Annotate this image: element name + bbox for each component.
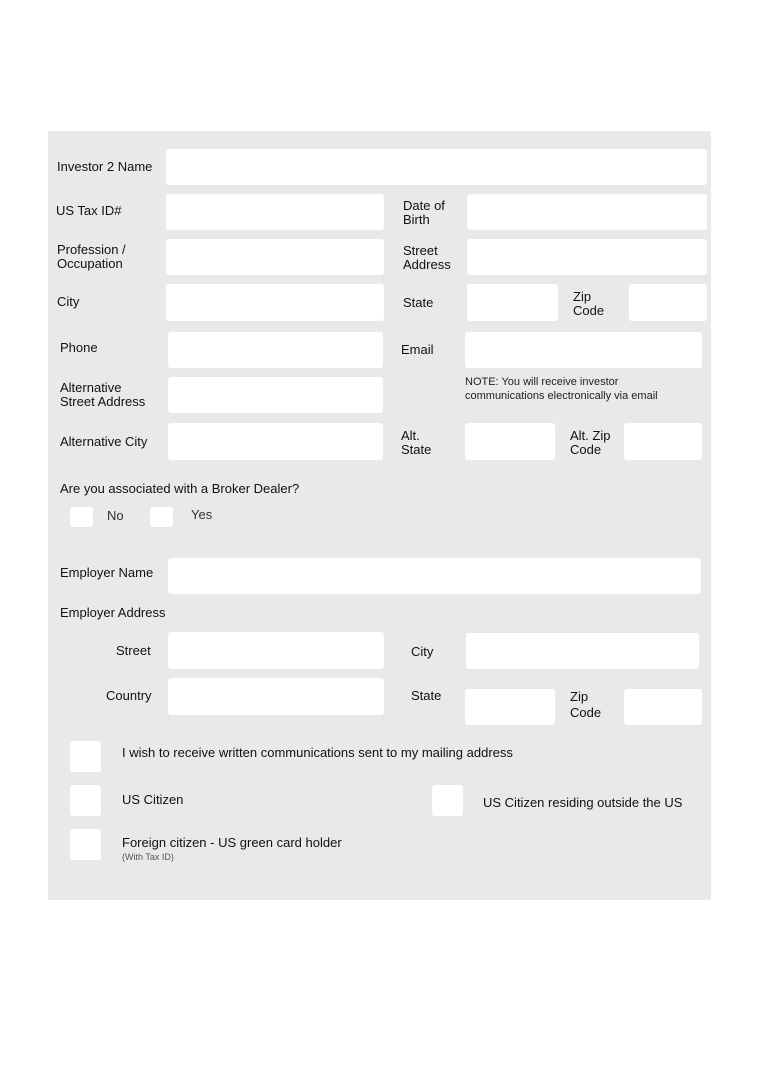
dob-label (403, 199, 445, 227)
broker-yes-checkbox[interactable] (150, 507, 173, 527)
employer-state-input[interactable] (465, 689, 555, 725)
email-note-line-2: communications electronically via email (465, 390, 658, 402)
zip-input[interactable] (629, 284, 707, 321)
zip-label (573, 290, 604, 318)
employer-zip-input[interactable] (624, 689, 702, 725)
tax-id-label: US Tax ID# (56, 203, 122, 218)
broker-question: Are you associated with a Broker Dealer? (60, 481, 300, 496)
tax-id-input[interactable] (166, 194, 384, 230)
employer-country-input[interactable] (168, 678, 384, 715)
employer-street-input[interactable] (168, 632, 384, 669)
alt-state-label-line-1: Alt. (401, 428, 420, 443)
state-label: State (403, 295, 434, 310)
email-input[interactable] (465, 332, 702, 368)
zip-label-line-1: Zip (573, 289, 592, 304)
us-citizen-abroad-checkbox[interactable] (432, 785, 463, 816)
employer-country-label: Country (106, 688, 152, 703)
written-comms-checkbox[interactable] (70, 741, 101, 772)
alt-street-label-line-1: Alternative (60, 380, 122, 395)
state-input[interactable] (467, 284, 558, 321)
alt-zip-input[interactable] (624, 423, 702, 460)
investor-name-label: Investor 2 Name (57, 159, 153, 174)
alt-state-label-line-2: State (401, 442, 432, 457)
city-label: City (57, 294, 80, 309)
employer-zip-label (570, 690, 601, 720)
street-address-input[interactable] (467, 239, 707, 275)
profession-input[interactable] (166, 239, 384, 275)
investor-name-input[interactable] (166, 149, 707, 185)
us-citizen-abroad-label: US Citizen residing outside the US (483, 795, 683, 810)
employer-name-input[interactable] (168, 558, 701, 594)
employer-name-label: Employer Name (60, 565, 154, 580)
zip-label-line-2: Code (573, 303, 605, 318)
email-label: Email (401, 342, 434, 357)
alt-street-label (60, 381, 145, 409)
us-citizen-label: US Citizen (122, 792, 184, 807)
green-card-note: (With Tax ID) (122, 852, 174, 862)
alt-zip-label-line-1: Alt. Zip (570, 428, 611, 443)
alt-state-input[interactable] (465, 423, 555, 460)
alt-zip-label (570, 429, 610, 457)
broker-no-checkbox[interactable] (70, 507, 93, 527)
alt-zip-label-line-2: Code (570, 442, 602, 457)
employer-zip-label-line-2: Code (570, 705, 602, 720)
street-address-label-line-1: Street (403, 243, 438, 258)
employer-city-label: City (411, 644, 434, 659)
email-note (465, 375, 658, 403)
dob-label-line-2: Birth (403, 212, 430, 227)
alt-state-label (401, 429, 431, 457)
written-comms-label: I wish to receive written communications sent to my mailing address (122, 745, 513, 760)
employer-street-label: Street (116, 643, 151, 658)
green-card-label: Foreign citizen - US green card holder (122, 835, 342, 850)
employer-zip-label-line-1: Zip (570, 689, 589, 704)
broker-yes-label: Yes (191, 507, 213, 522)
phone-label: Phone (60, 340, 98, 355)
employer-city-input[interactable] (466, 633, 699, 669)
profession-label-line-1: Profession / (57, 242, 126, 257)
alt-street-label-line-2: Street Address (60, 394, 146, 409)
profession-label-line-2: Occupation (57, 256, 123, 271)
profession-label (57, 243, 126, 271)
email-note-line-1: NOTE: You will receive investor (465, 376, 619, 388)
alt-street-input[interactable] (168, 377, 383, 413)
city-input[interactable] (166, 284, 384, 321)
green-card-checkbox[interactable] (70, 829, 101, 860)
us-citizen-checkbox[interactable] (70, 785, 101, 816)
employer-state-label: State (411, 688, 442, 703)
street-address-label-line-2: Address (403, 257, 451, 272)
phone-input[interactable] (168, 332, 383, 368)
broker-no-label: No (107, 508, 124, 523)
street-address-label (403, 244, 451, 272)
dob-input[interactable] (467, 194, 707, 230)
dob-label-line-1: Date of (403, 198, 445, 213)
alt-city-label: Alternative City (60, 434, 148, 449)
employer-address-heading: Employer Address (60, 605, 166, 620)
alt-city-input[interactable] (168, 423, 383, 460)
